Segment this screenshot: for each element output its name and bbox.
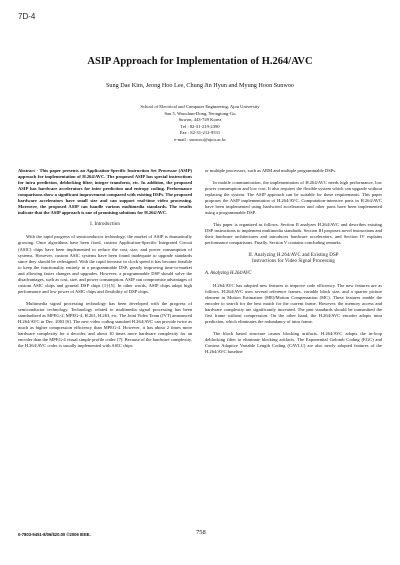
affiliation-city: Suwon, 443-749 Korea bbox=[178, 117, 222, 123]
affiliation-block bbox=[0, 104, 400, 144]
continued-paragraph: or multiple processors, such as ARM and multiple programmable DSPs. bbox=[205, 168, 337, 173]
session-label: 7D-4 bbox=[18, 12, 36, 21]
affiliation-street: San 5, Wonchun-Dong, Yeongtong-Gu bbox=[164, 110, 236, 116]
abstract-text: Abstract - This paper presents an Application-Specific Instruction Set Processor (ASIP) approach for implementation of H.264/AVC. The proposed ASIP has special instructions for intra prediction, deblocking filter, integer transform, etc. In addition, the proposed ASIP has hardware accelerators for inter prediction and entropy coding. Performance comparisons show a significant improvement compared with existing DSPs. The proposed hardware accelerators have small size and can support real-time video processing. Moreover, the proposed ASIP can handle various multimedia standards. The results indicate that the ASIP approach is one of promising solutions for H.264/AVC. bbox=[18, 168, 192, 216]
paper-title: ASIP Approach for Implementation of H.264/AVC bbox=[87, 56, 313, 67]
author-list: Sung Dae Kim, Jeong Hoo Lee, Chung Jin Hyun and Myung Hoon Sunwoo bbox=[105, 82, 295, 89]
section-heading-introduction: I. Introduction bbox=[90, 222, 120, 228]
subsection-heading-analyzing: A. Analyzing H.264/AVC bbox=[205, 270, 252, 276]
left-column bbox=[18, 168, 192, 349]
block-paragraph: The block based structure causes blocking artifacts. H.264/AVC adopts the in-loop deblocking filter to eliminate blocking artifacts. The Exponential Golomb Coding (EGC) and Context Adaptive Variable Length Coding (CAVLC) are also newly adopted features of the H.264/AVC baseline bbox=[205, 330, 382, 355]
affiliation-school: School of Electrical and Computer Engineering, Ajou University bbox=[140, 104, 260, 109]
mobile-paragraph: In mobile communication, the implementation of H.264/AVC needs high performance, low power consumption and low cost. It also requires the flexible system which can upgrade without replacing the system. The ASIP approach can be suitable for these requirements. This paper proposes the ASIP implementation of H.264/AVC. Computation-intensive parts in H.264/AVC have been implemented using hardwired accelerators and other parts have been implemented using a programmable DSP. bbox=[205, 180, 382, 216]
affiliation-email: e-mail : sunwoo@ajou.ac.kr bbox=[174, 136, 226, 142]
section-heading-analysis-line2: Instructions for Video Signal Processing bbox=[252, 258, 335, 264]
section-heading-analysis bbox=[205, 253, 382, 265]
section-heading-analysis-line1: II. Analyzing H.264/AVC and Existing DSP bbox=[248, 252, 339, 258]
intro-paragraph-2: Multimedia signal processing technology has been developed with the progress of semiconductor technology. Technology related to multimedia signal processing has been standardized as MPEG-2, MPEG-4, H.261, H.263, etc. The Joint Video Team (JVT) announced H.264/AVC in Dec. 2003 [6]. The new video coding standard H.264/AVC can provide twice as much as higher compression efficiency than MPEG-4. However, it has about 2 times more hardware complexity for a decoder, and about 10 times more hardware complexity for an encoder than the MPEG-4 visual simple profile codec [7]. Because of the hardware complexity, the H.264/AVC codec is usually implemented with ASIC chips bbox=[18, 300, 192, 349]
affiliation-fax: Fax : 82-31-212-9531 bbox=[179, 130, 221, 136]
copyright-footer: 0-7803-9451-8/06/$20.00 ©2006 IEEE. bbox=[18, 532, 91, 537]
right-column bbox=[205, 168, 382, 355]
affiliation-tel: Tel : 82-31-219-2390 bbox=[180, 123, 220, 129]
intro-paragraph-1: With the rapid progress of semiconductor technology, the market of ASIP is dramatically growing. Once algorithms have been fixed, custom Application-Specific Integrated Circuit (ASIC) chips have been implemented to reduce the cost, size, and power consumption of systems. However, custom ASIC systems have been found inadequate to upgrade standards since they should be redesigned. With the rapid increase in clock speed it has become feasible to keep the functionality entirely in a programmable DSP, greatly improving time-to-market and allowing faster changes and upgrades. However, a programmable DSP should solve the disadvantages, such as cost, size, and power consumption. ASIP can compromise advantages of custom ASIC chips and general DSP chips [1]-[5]. In other words, ASIP chips adopt high performance and low power of ASIC chips and flexibility of DSP chips. bbox=[18, 234, 192, 294]
organization-paragraph: This paper is organized as follows. Section II analyzes H.264/AVC and describes existing DSP instructions to implement multimedia standards. Section III proposes novel instructions and their hardware architectures and introduces hardware accelerators, and Section IV explains performance comparisons. Finally, Section V contains concluding remarks. bbox=[205, 222, 382, 246]
features-paragraph: H.264/AVC has adopted new features to improve code efficiency. The new features are as follows. H.264/AVC uses several reference frames, variable block size, and a quarter picture element in Motion Estimation (ME)/Motion Compensation (MC). These features enable the encoder to search for the best match for the current frame. However, the memory access and hardware complexity are significantly increased. The past standards should be transmitted the first frame without compression. On the other hand, the H.264/AVC encoder adopts intra prediction, which eliminates the redundancy of intra frame. bbox=[205, 282, 382, 324]
page-number: 758 bbox=[196, 529, 206, 536]
